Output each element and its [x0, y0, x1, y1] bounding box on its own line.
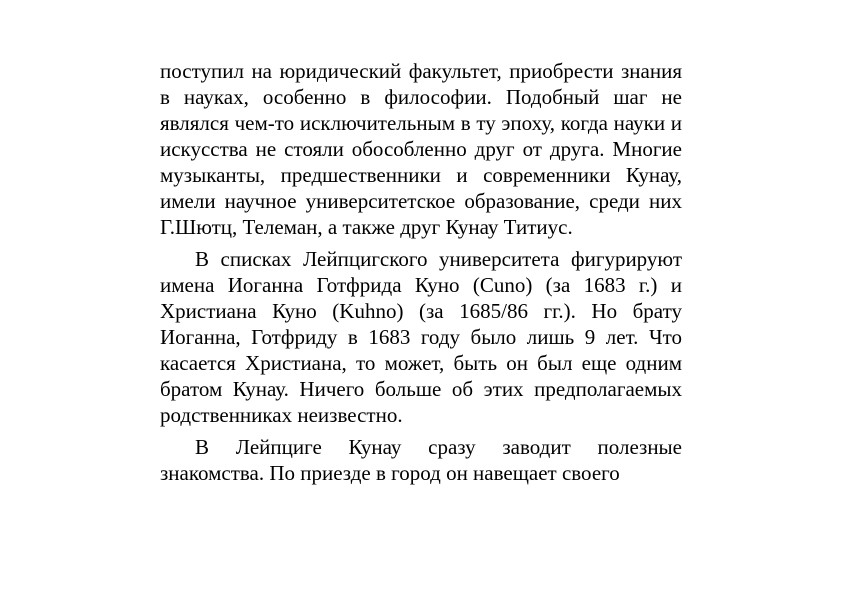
paragraph-continuation: поступил на юридический факультет, приобрести знания в науках, особенно в философии. Подобный шаг не являлся чем-то исключительным в ту эпоху, когда науки и искусства не стояли обособленно друг от друга. Многие музыканты, предшественники и современники Кунау, имели научное университетское образование, среди них Г.Шютц, Телеман, а также друг Кунау Титиус. [160, 59, 682, 239]
paragraph-university-lists: В списках Лейпцигского университета фигурируют имена Иоганна Готфрида Куно (Cuno) (за 1683 г.) и Христиана Куно (Kuhno) (за 1685/86 гг.). Но брату Иоганна, Готфриду в 1683 году было лишь 9 лет. Что касается Христиана, то может, быть он был еще одним братом Кунау. Ничего больше об этих предполагаемых родственниках неизвестно. [160, 247, 682, 427]
body-text [160, 58, 682, 486]
paragraph-leipzig-acquaintances: В Лейпциге Кунау сразу заводит полезные знакомства. По приезде в город он навещает своего [160, 435, 682, 485]
